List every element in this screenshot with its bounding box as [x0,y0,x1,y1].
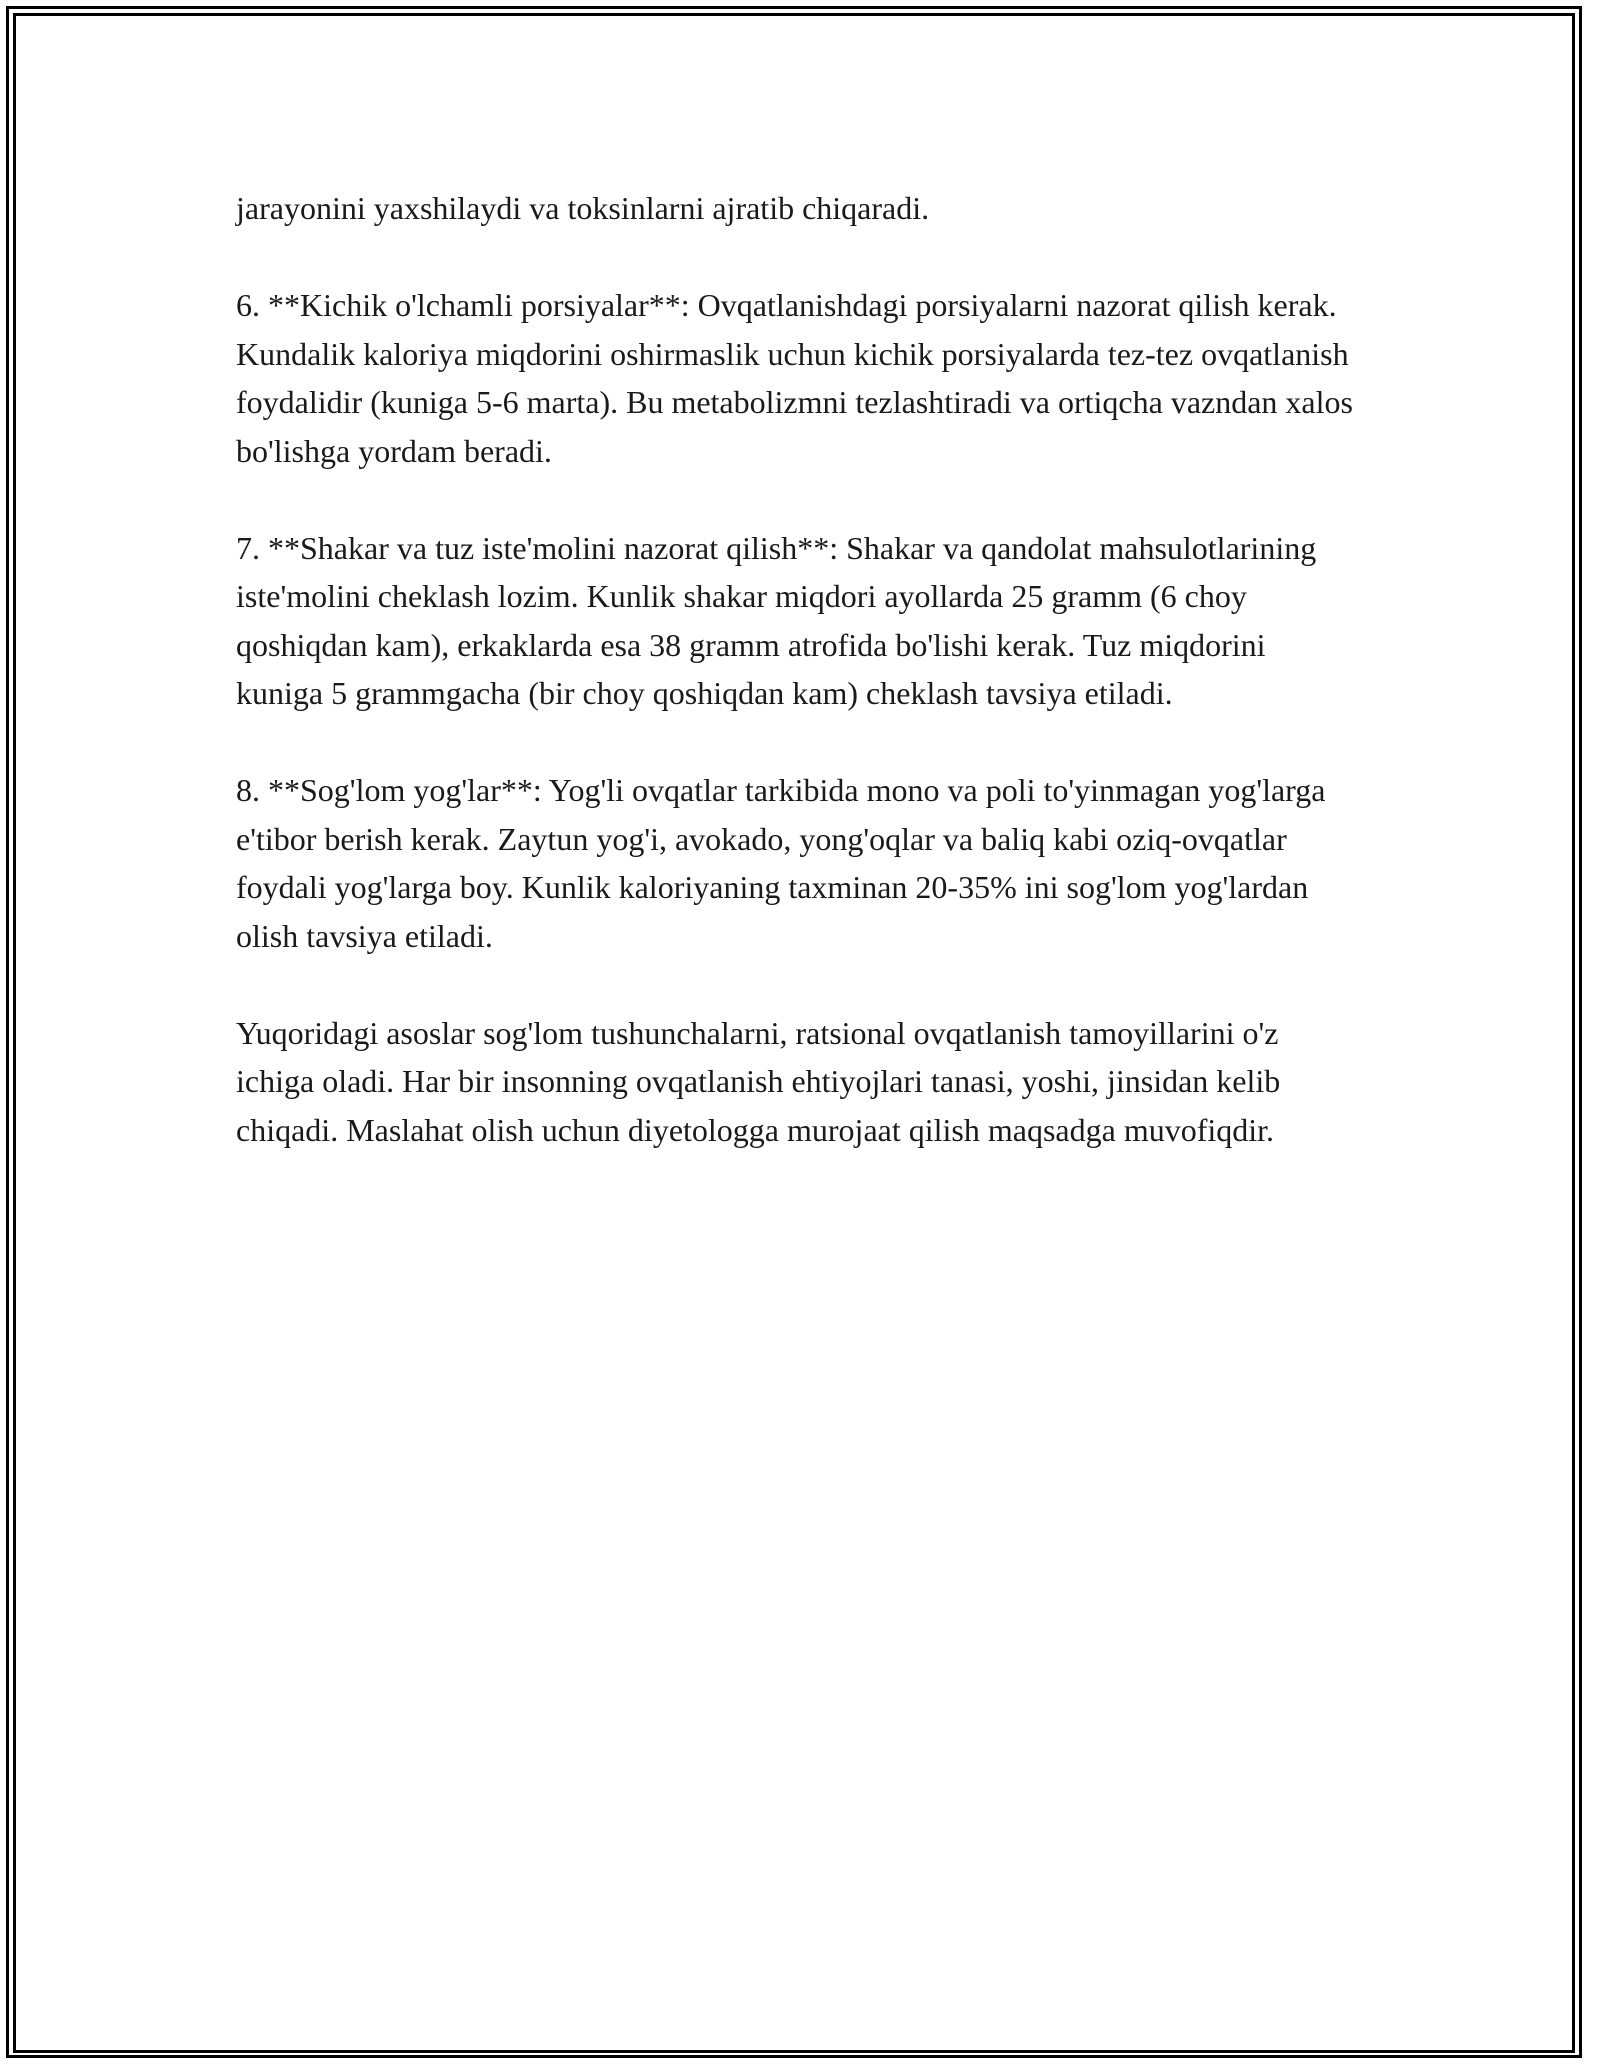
paragraph-continuation: jarayonini yaxshilaydi va toksinlarni ajratib chiqaradi. [236,190,930,226]
paragraph-item-8-healthy-fats: 8. **Sog'lom yog'lar**: Yog'li ovqatlar tarkibida mono va poli to'yinmagan yog'larga e'tibor berish kerak. Zaytun yog'i, avokado, yong'oqlar va baliq kabi oziq-ovqatlar foydali yog'larga boy. Kunlik kaloriyaning taxminan 20-35% ini sog'lom yog'lardan olish tavsiya etiladi. [236,772,1326,954]
document-body [236,184,1356,1203]
paragraph-item-7-sugar-salt: 7. **Shakar va tuz iste'molini nazorat qilish**: Shakar va qandolat mahsulotlarining iste'molini cheklash lozim. Kunlik shakar miqdori ayollarda 25 gramm (6 choy qoshiqdan kam), erkaklarda esa 38 gramm atrofida bo'lishi kerak. Tuz miqdorini kuniga 5 grammgacha (bir choy qoshiqdan kam) cheklash tavsiya etiladi. [236,529,1317,711]
paragraph-item-6-portions: 6. **Kichik o'lchamli porsiyalar**: Ovqatlanishdagi porsiyalarni nazorat qilish kerak. Kundalik kaloriya miqdorini oshirmaslik uchun kichik porsiyalarda tez-tez ovqatlanish foydalidir (kuniga 5-6 marta). Bu metabolizmni tezlashtiradi va ortiqcha vazndan xalos bo'lishga yordam beradi. [236,287,1353,469]
paragraph-conclusion: Yuqoridagi asoslar sog'lom tushunchalarni, ratsional ovqatlanish tamoyillarini o'z ichiga oladi. Har bir insonning ovqatlanish ehtiyojlari tanasi, yoshi, jinsidan kelib chiqadi. Maslahat olish uchun diyetologga murojaat qilish maqsadga muvofiqdir. [236,1014,1281,1148]
